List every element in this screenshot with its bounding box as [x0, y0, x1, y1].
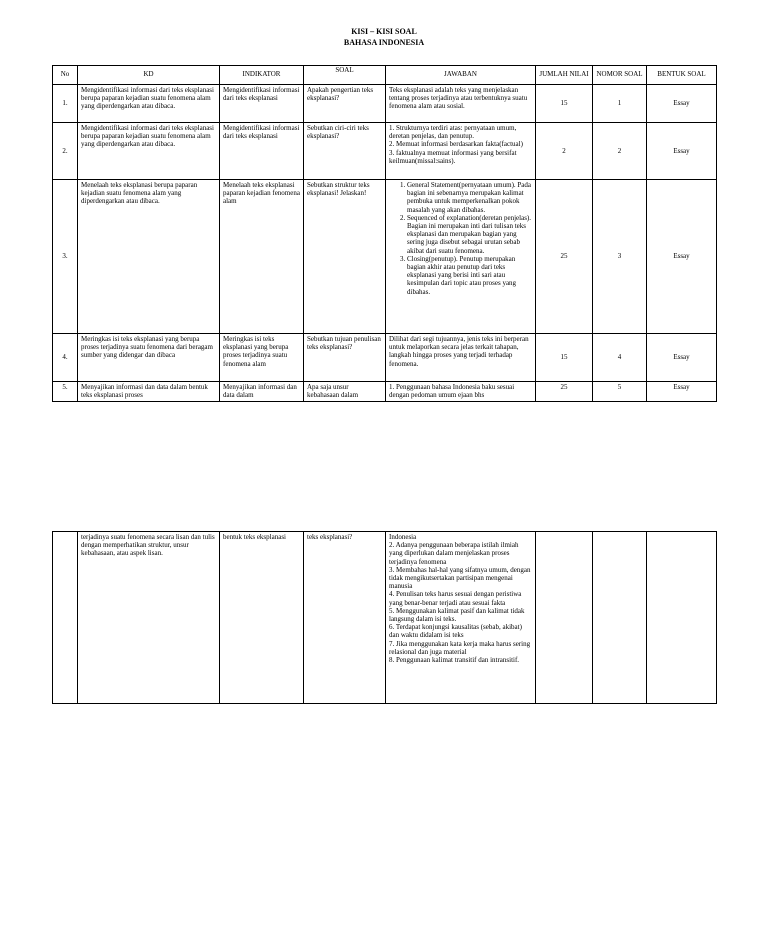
row-soal: Sebutkan tujuan penulisan teks eksplanasi? [304, 334, 386, 382]
row-kd: Menyajikan informasi dan data dalam bentuk teks eksplanasi proses [78, 382, 220, 402]
jawaban-line: 6. Terdapat konjungsi kausalitas (sebab, akibat) dan waktu didalam isi teks [389, 623, 522, 640]
row-kd: Menelaah teks eksplanasi berupa paparan kejadian suatu fenomena alam yang diperdengarkan atau dibaca. [78, 180, 220, 334]
row-bentuk: Essay [647, 85, 717, 123]
kisi-kisi-table-continuation [52, 531, 717, 704]
struktur-list [389, 181, 532, 296]
row-soal: Sebutkan ciri-ciri teks eksplanasi? [304, 123, 386, 180]
row-nilai: 15 [536, 85, 593, 123]
row-indikator: Meringkas isi teks eksplanasi yang berupa proses terjadinya suatu fenomena alam [220, 334, 304, 382]
header-jumlah-nilai: JUMLAH NILAI [536, 66, 593, 85]
row-indikator: Menyajikan informasi dan data dalam [220, 382, 304, 402]
row-kd: Meringkas isi teks eksplanasi yang berupa proses terjadinya suatu fenomena dari beragam sumber yang didengar dan dibaca [78, 334, 220, 382]
header-soal: SOAL [304, 66, 386, 85]
row-no: 4. [53, 334, 78, 382]
table-row [53, 123, 717, 180]
row-kd: Mengidentifikasi informasi dari teks eksplanasi berupa paparan kejadian suatu fenomena alam yang diperdengarkan atau dibaca. [78, 123, 220, 180]
row-nomor: 4 [593, 334, 647, 382]
table-row [53, 85, 717, 123]
jawaban-line: 3. Membahas hal-hal yang sifatnya umum, dengan tidak mengikutsertakan partisipan mengenai manusia [389, 565, 531, 591]
row-indikator: Mengidentifikasi informasi dari teks eksplanasi [220, 85, 304, 123]
header-no: No [53, 66, 78, 85]
row-bentuk: Essay [647, 334, 717, 382]
jawaban-line: 7. Jika menggunakan kata kerja maka harus sering relasional dan juga material [389, 639, 531, 656]
table-row [53, 334, 717, 382]
row-nilai: 25 [536, 382, 593, 402]
header-row [53, 66, 717, 85]
jawaban-line: 8. Penggunaan kalimat transitif dan intransitif. [389, 656, 520, 665]
row-soal: Sebutkan struktur teks eksplanasi! Jelaskan! [304, 180, 386, 334]
row-jawaban: Teks eksplanasi adalah teks yang menjelaskan tentang proses terjadinya atau terbentuknya suatu fenomena alam atau sosial. [386, 85, 536, 123]
table-row [53, 382, 717, 402]
jawaban-line: Indonesia [389, 533, 417, 541]
row-soal: Apakah pengertian teks eksplanasi? [304, 85, 386, 123]
jawaban-line: 5. Menggunakan kalimat pasif dan kalimat tidak langsung dalam isi teks. [389, 606, 525, 624]
document-title: KISI – KISI SOAL [351, 27, 417, 36]
header-indikator: INDIKATOR [220, 66, 304, 85]
row-indikator: Menelaah teks eksplanasi paparan kejadian fenomena alam [220, 180, 304, 334]
row-kd: terjadinya suatu fenomena secara lisan dan tulis dengan memperhatikan struktur, unsur kebahasaan, atau aspek lisan. [78, 532, 220, 704]
row-no: 5. [53, 382, 78, 402]
row-bentuk: Essay [647, 180, 717, 334]
row-jawaban [386, 180, 536, 334]
jawaban-line: 3. faktualnya memuat informasi yang bersifat keilmuan(missal:sains). [389, 148, 517, 165]
row-bentuk: Essay [647, 382, 717, 402]
row-no: 2. [53, 123, 78, 180]
row-nomor: 3 [593, 180, 647, 334]
header-bentuk-soal: BENTUK SOAL [647, 66, 717, 85]
row-jawaban: 1. Penggunaan bahasa Indonesia baku sesuai dengan pedoman umum ejaan bhs [386, 382, 536, 402]
row-nilai: 15 [536, 334, 593, 382]
row-jawaban [386, 532, 536, 704]
jawaban-line: 2. Memuat informasi berdasarkan fakta(factual) [389, 140, 523, 149]
row-no: 3. [53, 180, 78, 334]
row-indikator: Mengidentifikasi informasi dari teks eksplanasi [220, 123, 304, 180]
table-row [53, 532, 717, 704]
header-nomor-soal: NOMOR SOAL [593, 66, 647, 85]
row-nomor: 1 [593, 85, 647, 123]
row-jawaban: Dilihat dari segi tujuannya, jenis teks ini berperan untuk melaporkan secara jelas terkait tahapan, langkah hingga proses yang terjadi terhadap fenomena. [386, 334, 536, 382]
jawaban-line: 1. Strukturnya terdiri atas: pernyataan umum, deretan penjelas, dan penutup. [389, 124, 517, 141]
list-item: 2. Sequenced of explanation(deretan penjelas). Bagian ini merupakan inti dari tulisan teks eksplanasi dan merupakan bagian yang sering juga disebut sebagai urutan sebab akibat dari suatu fenomena. [407, 214, 532, 255]
header-kd: KD [78, 66, 220, 85]
row-bentuk: Essay [647, 123, 717, 180]
jawaban-line: 4. Penulisan teks harus sesuai dengan peristiwa yang benar-benar terjadi atau sesuai fakta [389, 590, 522, 607]
row-nilai: 2 [536, 123, 593, 180]
document-subtitle: BAHASA INDONESIA [343, 38, 425, 47]
list-item: 3. Closing(penutup). Penutup merupakan bagian akhir atau penutup dari teks eksplanasi yang berisi inti sari atau kesimpulan dari topic atau proses yang dibahas. [407, 255, 532, 296]
table-row [53, 180, 717, 334]
row-kd: Mengidentifikasi informasi dari teks eksplanasi berupa paparan kejadian suatu fenomena alam yang diperdengarkan atau dibaca. [78, 85, 220, 123]
row-soal: teks eksplanasi? [304, 532, 386, 704]
row-nomor: 5 [593, 382, 647, 402]
row-no [53, 532, 78, 704]
list-item: 1. General Statement(pernyataan umum). Pada bagian ini sebenarnya merupakan kalimat pembuka untuk memperkenalkan pokok masalah yang akan dibahas. [407, 181, 532, 214]
jawaban-line: 2. Adanya penggunaan beberapa istilah ilmiah yang diperlukan dalam menjelaskan proses terjadinya fenomena [389, 541, 519, 566]
header-jawaban: JAWABAN [386, 66, 536, 85]
row-soal: Apa saja unsur kebahasaan dalam [304, 382, 386, 402]
kisi-kisi-table [52, 65, 717, 402]
row-no: 1. [53, 85, 78, 123]
row-indikator: bentuk teks eksplanasi [220, 532, 304, 704]
row-nilai: 25 [536, 180, 593, 334]
row-nilai [536, 532, 593, 704]
row-nomor [593, 532, 647, 704]
row-nomor: 2 [593, 123, 647, 180]
row-bentuk [647, 532, 717, 704]
row-jawaban [386, 123, 536, 180]
